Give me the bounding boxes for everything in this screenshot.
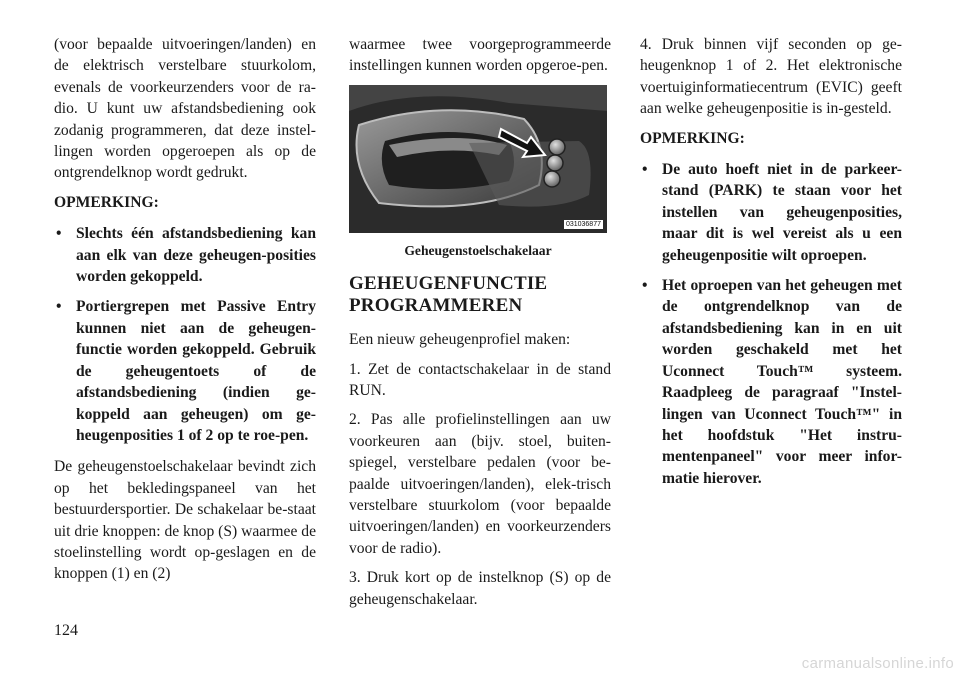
memory-switch-illustration bbox=[349, 85, 607, 233]
note-bullet: • Portiergrepen met Passive Entry kunnen niet aan de geheugen-functie worden gekoppeld. Gebruik de geheugentoets of de afstandsbediening (indien ge-koppeld aan geheugen) om ge-heugenposities 1 of 2 op te roe-pen. bbox=[54, 296, 316, 446]
step-1: 1. Zet de contactschakelaar in de stand RUN. bbox=[349, 360, 611, 400]
figure-caption: Geheugenstoelschakelaar bbox=[404, 242, 552, 258]
memory-seat-switch-figure bbox=[349, 85, 607, 261]
note-label: OPMERKING: bbox=[640, 129, 745, 147]
note-bullet-list bbox=[640, 159, 902, 489]
intro-paragraph: (voor bepaalde uitvoeringen/landen) en de elektrisch verstelbare stuurkolom, evenals de voorkeurzenders voor de ra-dio. U kunt uw afstandsbediening ook zodanig programmeren, dat deze instel-lingen worden opgeroepen als op de ontgrendelknop wordt gedrukt. bbox=[54, 36, 316, 182]
note-bullet: • Het oproepen van het geheugen met de ontgrendelknop van de afstandsbediening kan in en uit worden geschakeld met het Uconnect Touch™ systeem. Raadpleeg de paragraaf "Instel-lingen van Uconnect Touch™" in het hoofdstuk "Het instru-mentenpaneel" voor meer infor-matie hierover. bbox=[640, 275, 902, 489]
right-column bbox=[640, 34, 902, 499]
continuation-paragraph: waarmee twee voorgeprogrammeerde instellingen kunnen worden opgeroe-pen. bbox=[349, 36, 611, 75]
figure-id: 031036877 bbox=[565, 220, 601, 228]
memory-switch-photo bbox=[349, 85, 607, 233]
step-intro: Een nieuw geheugenprofiel maken: bbox=[349, 331, 571, 349]
note-bullet-list bbox=[54, 223, 316, 446]
note-bullet: • De auto hoeft niet in de parkeer-stand (PARK) te staan voor het instellen van geheugenposities, maar dit is wel vereist als u een geheugenpositie wilt oproepen. bbox=[640, 159, 902, 266]
step-2: 2. Pas alle profielinstellingen aan uw voorkeuren aan (bijv. stoel, buiten-spiegel, verstelbare pedalen (voor be-paalde uitvoeringen/landen), elek-trisch verstelbare stuurkolom (voor bepaalde uitvoeringen/landen) en voorkeurzenders voor de radio). bbox=[349, 411, 611, 557]
middle-column bbox=[349, 34, 611, 618]
switch-description-paragraph: De geheugenstoelschakelaar bevindt zich op het bekledingspaneel van het bestuurdersportier. De schakelaar be-staat uit drie knoppen: de knop (S) waarmee de stoelinstelling wordt op-geslagen en de knoppen (1) en (2) bbox=[54, 458, 316, 583]
page-number: 124 bbox=[54, 622, 78, 639]
footer-watermark[interactable]: carmanualsonline.info bbox=[801, 655, 954, 672]
left-column bbox=[54, 34, 316, 593]
note-bullet: • Slechts één afstandsbediening kan aan elk van deze geheugen-posities worden gekoppeld. bbox=[54, 223, 316, 287]
step-4: 4. Druk binnen vijf seconden op ge-heugenknop 1 of 2. Het elektronische voertuiginformatiecentrum (EVIC) geeft aan welke geheugenpositie is in-gesteld. bbox=[640, 36, 902, 118]
step-3: 3. Druk kort op de instelknop (S) op de geheugenschakelaar. bbox=[349, 569, 611, 608]
note-label: OPMERKING: bbox=[54, 193, 159, 211]
section-heading: GEHEUGENFUNCTIE PROGRAMMEREN bbox=[349, 273, 548, 317]
